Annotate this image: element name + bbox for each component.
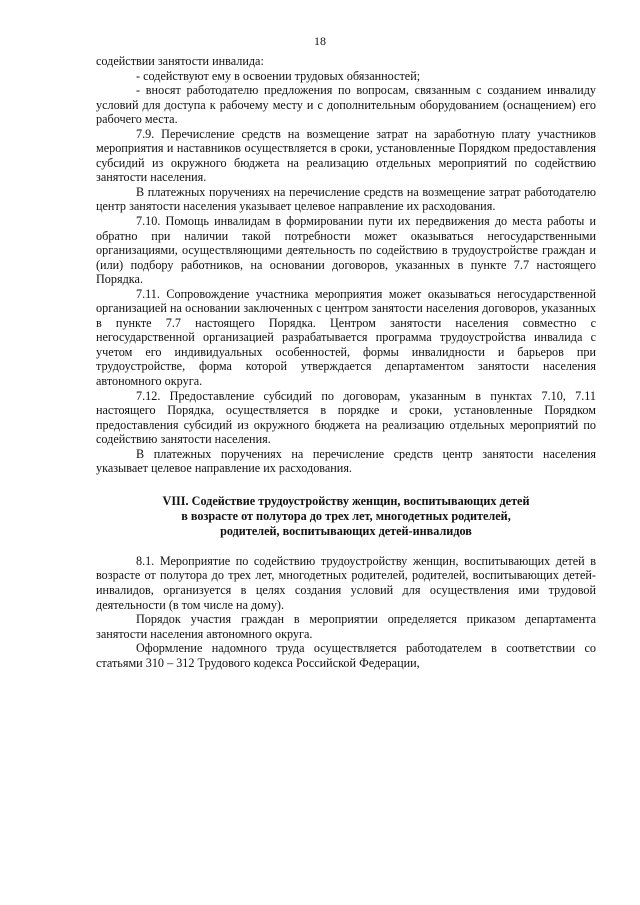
document-body [96,54,596,670]
paragraphs-before-heading [96,54,596,476]
paragraph: 7.10. Помощь инвалидам в формировании пути их передвижения до места работы и обратно при наличии такой потребности может оказываться негосударственными организациями, осуществляющими деятельность по содействию в трудоустройстве граждан и (или) подбору работников, на основании договоров, указанных в пункте 7.7 настоящего Порядка. [96,214,596,287]
paragraph: 7.9. Перечисление средств на возмещение затрат на заработную плату участников мероприятия и наставников осуществляется в сроки, установленные Порядком предоставления субсидий из окружного бюджета на реализацию отдельных мероприятий по содействию занятости населения. [96,126,596,185]
paragraph: В платежных поручениях на перечисление средств центр занятости населения указывает целевое направление их расходования. [96,446,596,476]
page-number: 18 [314,34,326,48]
paragraph: Оформление надомного труда осуществляется работодателем в соответствии со статьями 310 – 312 Трудового кодекса Российской Федерации, [96,641,596,670]
paragraph: В платежных поручениях на перечисление средств на возмещение затрат работодателю центр занятости населения указывает целевое направление их расходования. [96,184,596,214]
paragraph: 7.12. Предоставление субсидий по договорам, указанным в пунктах 7.10, 7.11 настоящего Порядка, осуществляется в порядке и сроки, установленные Порядком предоставления субсидий из окружного бюджета на реализацию отдельных мероприятий по содействию занятости населения. [96,388,596,447]
paragraph: - содействуют ему в освоении трудовых обязанностей; [136,68,421,83]
paragraph: - вносят работодателю предложения по вопросам, связанным с созданием инвалиду условий для доступа к рабочему месту и с дополнительным оборудованием (оснащением) его рабочего места. [96,83,596,127]
section-heading [96,494,596,539]
paragraph: Порядок участия граждан в мероприятии определяется приказом департамента занятости населения автономного округа. [96,612,596,641]
paragraphs-after-heading [96,554,596,670]
paragraph: содействии занятости инвалида: [96,54,264,68]
section-heading-line: родителей, воспитывающих детей-инвалидов [220,523,472,538]
paragraph: 8.1. Мероприятие по содействию трудоустройству женщин, воспитывающих детей в возрасте от полутора до трех лет, многодетных родителей, родителей, воспитывающих детей-инвалидов, организуется в целях создания условий для осуществления ими трудовой деятельности (в том числе на дому). [96,553,596,612]
section-heading-line: VIII. Содействие трудоустройству женщин, воспитывающих детей [162,493,530,508]
section-heading-line: в возрасте от полутора до трех лет, многодетных родителей, [181,508,511,523]
paragraph: 7.11. Сопровождение участника мероприятия может оказываться негосударственной организацией на основании заключенных с центром занятости населения договоров, указанных в пункте 7.7 настоящего Порядка. Центром занятости населения совместно с негосударственной организацией разрабатывается программа трудоустройства инвалида с учетом его индивидуальных особенностей, формы инвалидности и барьеров при трудоустройстве, форма которой утверждается департаментом занятости населения автономного округа. [96,286,596,389]
